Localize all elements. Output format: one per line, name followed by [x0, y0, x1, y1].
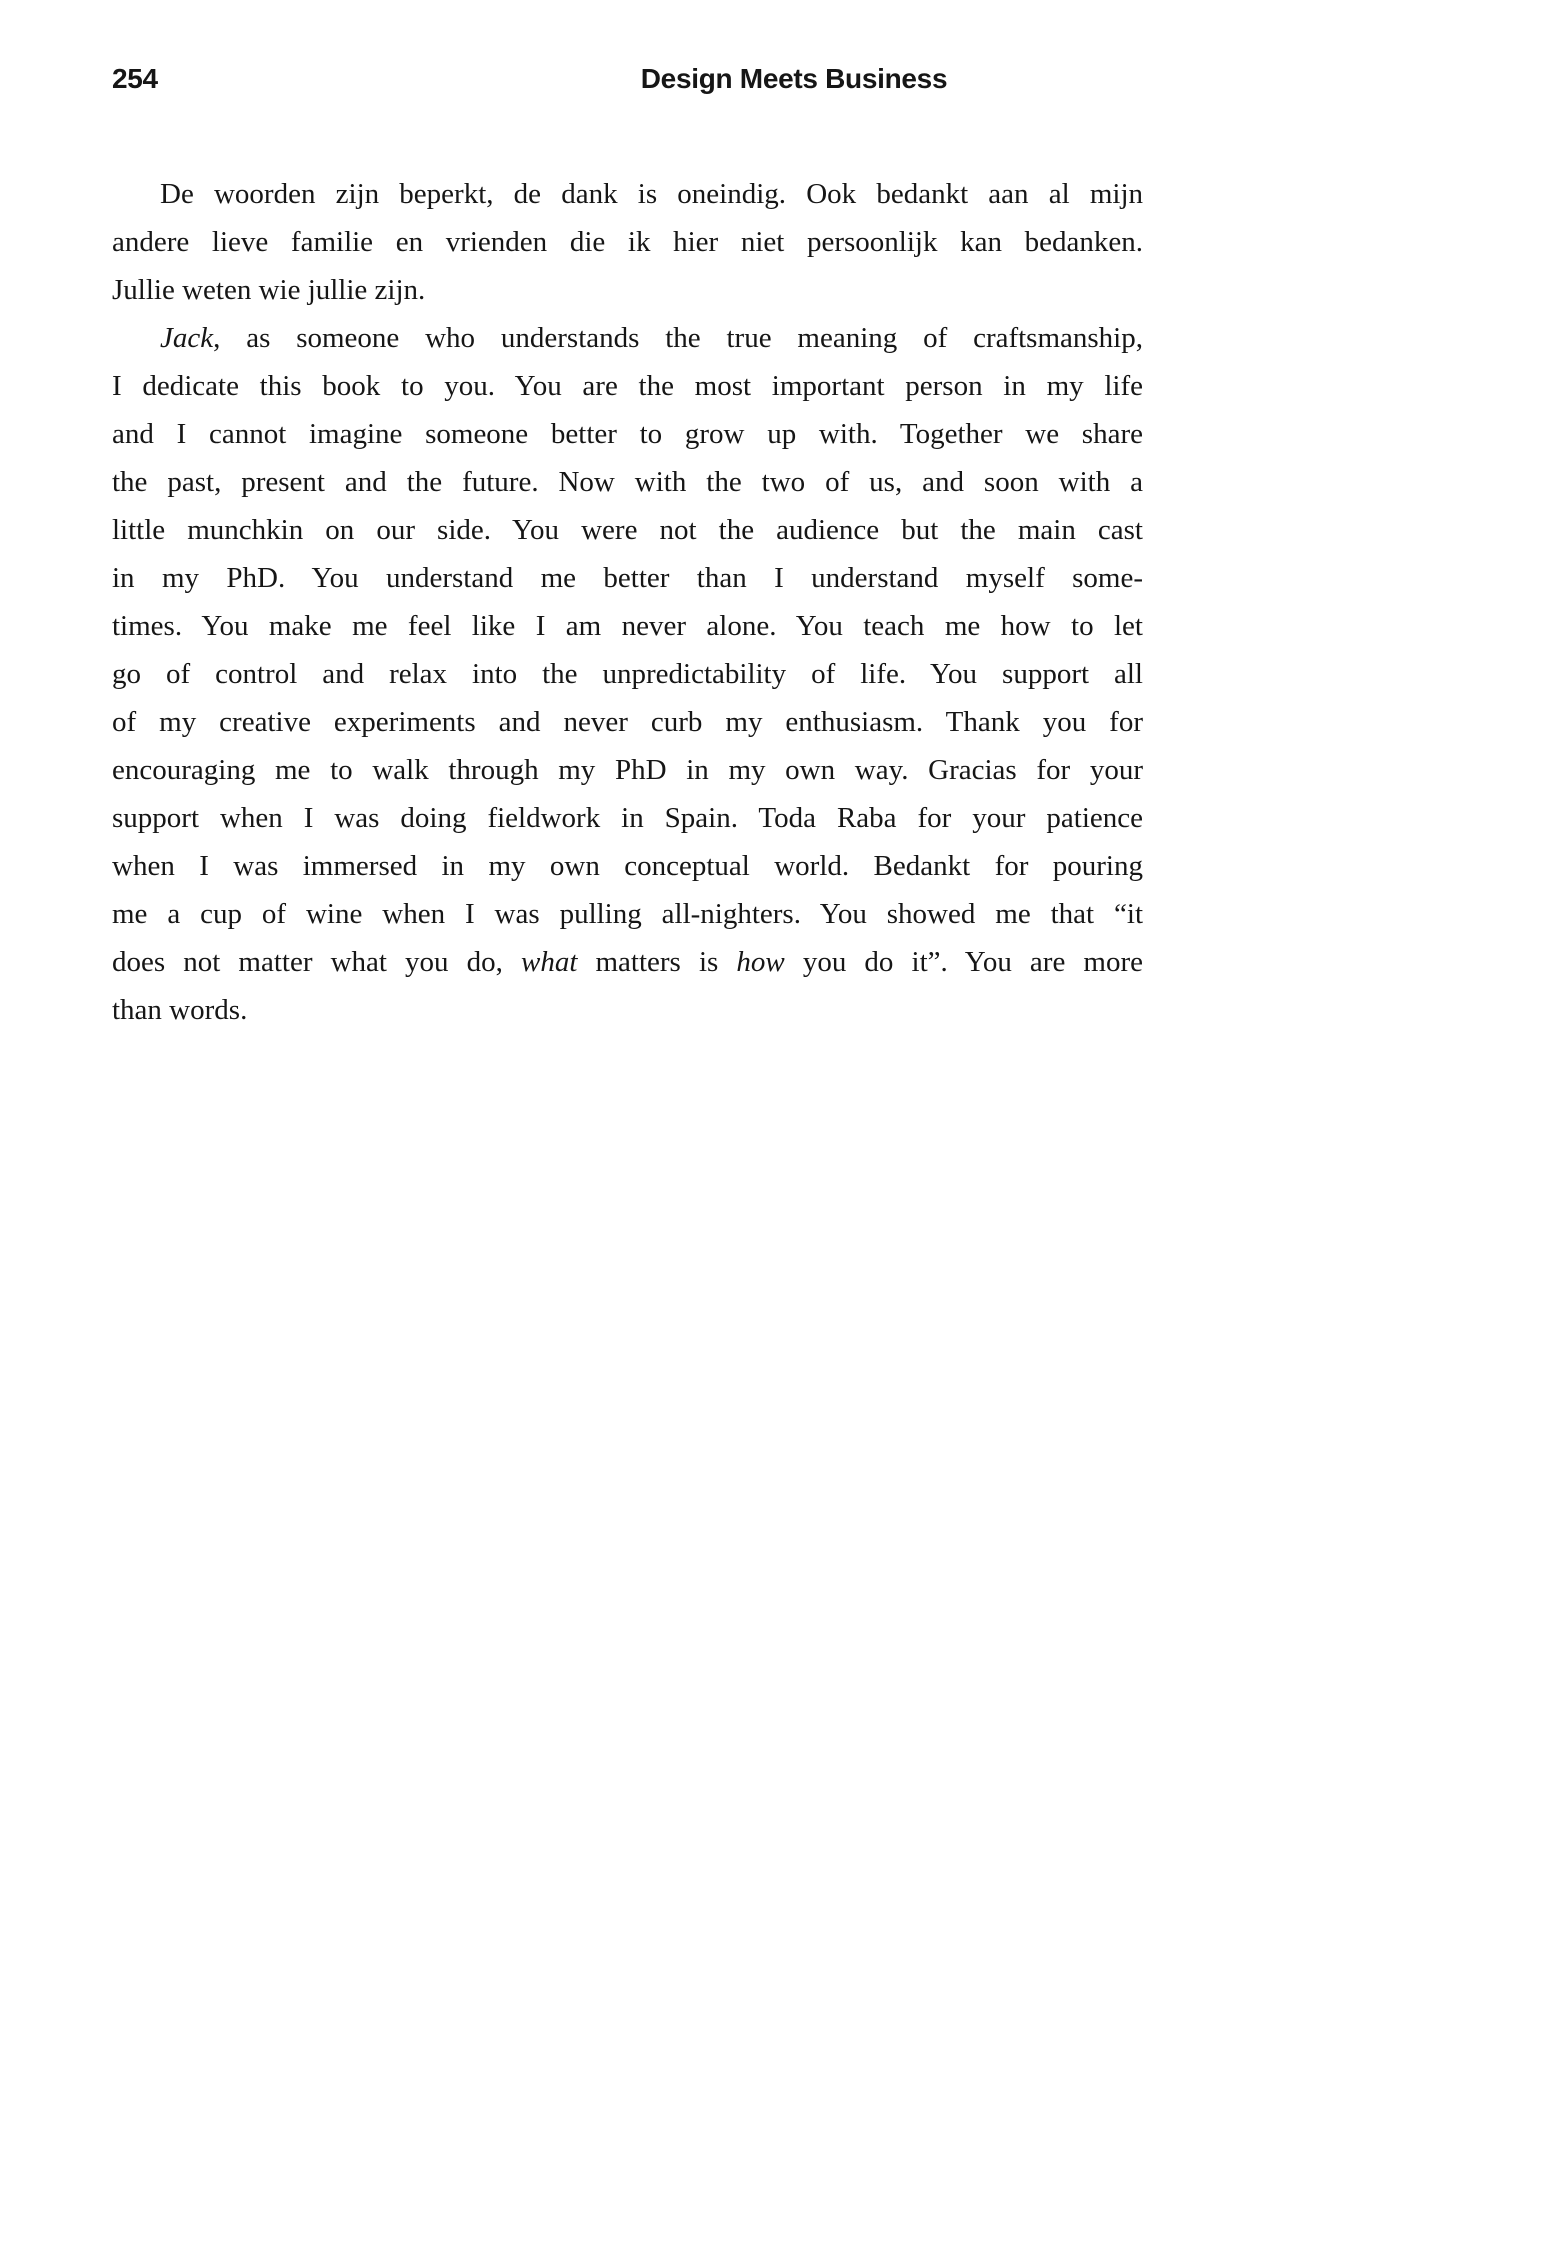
text-segment-italic: Jack — [160, 322, 214, 354]
text-segment: does not matter what you do, — [112, 946, 521, 978]
text-line — [112, 410, 1143, 458]
text-segment: times. You make me feel like I am never alone. You teach me how to let — [112, 610, 1143, 642]
text-segment: I dedicate this book to you. You are the most important person in my life — [112, 370, 1143, 402]
text-line — [112, 314, 1143, 362]
text-segment: support when I was doing fieldwork in Spain. Toda Raba for your patience — [112, 802, 1143, 834]
page-number: 254 — [112, 63, 158, 94]
text-segment: the past, present and the future. Now with the two of us, and soon with a — [112, 466, 1143, 498]
text-segment: when I was immersed in my own conceptual world. Bedankt for pouring — [112, 850, 1143, 882]
text-segment: than words. — [112, 994, 248, 1026]
text-segment: go of control and relax into the unpredictability of life. You support all — [112, 658, 1143, 690]
text-line — [112, 650, 1143, 698]
text-segment: you do it”. You are more — [784, 946, 1143, 978]
text-line — [112, 218, 1143, 266]
text-segment: me a cup of wine when I was pulling all-nighters. You showed me that “it — [112, 898, 1143, 930]
text-line — [112, 170, 1143, 218]
text-line — [112, 698, 1143, 746]
text-segment: encouraging me to walk through my PhD in my own way. Gracias for your — [112, 754, 1143, 786]
text-line — [112, 554, 1143, 602]
text-segment: , as someone who understands the true meaning of craftsmanship, — [213, 322, 1143, 354]
text-line — [112, 602, 1143, 650]
text-segment-italic: what — [520, 946, 578, 978]
text-segment: in my PhD. You understand me better than I understand myself some- — [112, 562, 1143, 594]
text-line — [112, 938, 1143, 986]
text-line — [112, 266, 1143, 314]
text-segment-italic: how — [736, 946, 785, 978]
body-text-block — [112, 170, 1143, 1034]
text-line — [112, 506, 1143, 554]
text-segment: and I cannot imagine someone better to grow up with. Together we share — [112, 418, 1143, 450]
text-line — [112, 842, 1143, 890]
text-segment: little munchkin on our side. You were not the audience but the main cast — [112, 514, 1143, 546]
text-line — [112, 458, 1143, 506]
text-line — [112, 794, 1143, 842]
text-line — [112, 746, 1143, 794]
running-header-title: Design Meets Business — [640, 63, 948, 94]
text-segment: andere lieve familie en vrienden die ik hier niet persoonlijk kan bedanken. — [112, 226, 1143, 258]
text-line — [112, 890, 1143, 938]
text-segment: De woorden zijn beperkt, de dank is oneindig. Ook bedankt aan al mijn — [160, 178, 1143, 210]
text-segment: Jullie weten wie jullie zijn. — [112, 274, 426, 306]
text-line — [112, 986, 1143, 1034]
text-segment: matters is — [577, 946, 737, 978]
text-line — [112, 362, 1143, 410]
text-segment: of my creative experiments and never curb my enthusiasm. Thank you for — [112, 706, 1143, 738]
